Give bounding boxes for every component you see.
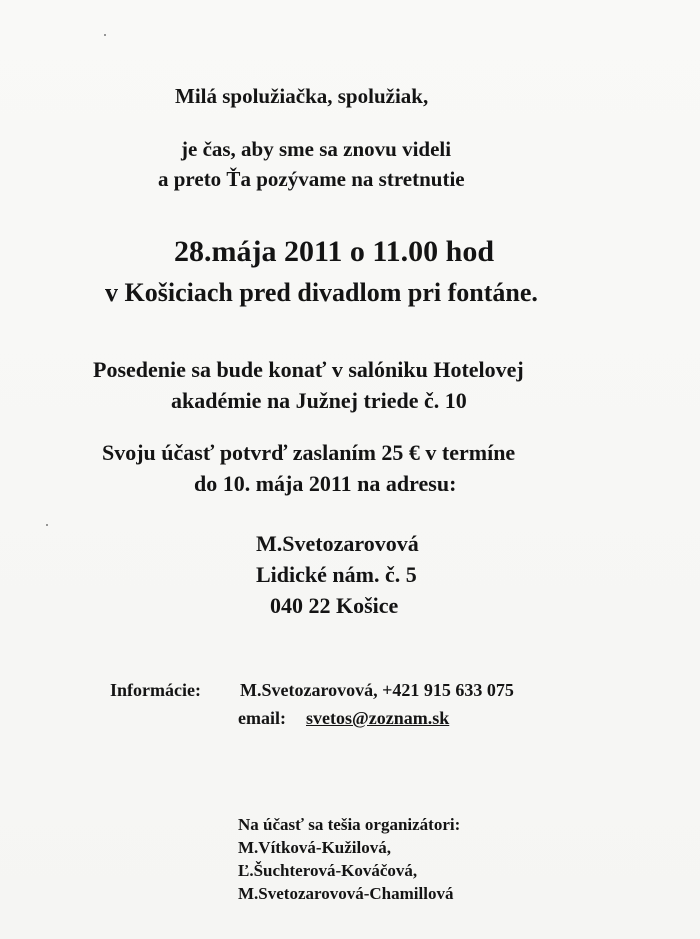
rsvp-line-1: Svoju účasť potvrď zaslaním 25 € v termíne: [102, 440, 516, 465]
address-name: M.Svetozarovová: [256, 531, 419, 556]
intro-line-2: a preto Ťa pozývame na stretnutie: [158, 167, 465, 191]
address-street: Lidické nám. č. 5: [256, 562, 417, 587]
organizers-heading: Na účasť sa tešia organizátori:: [238, 815, 461, 834]
intro-line-1: je čas, aby sme sa znovu videli: [181, 137, 452, 161]
email-label: email:: [238, 708, 286, 728]
rsvp-line-2: do 10. mája 2011 na adresu:: [194, 471, 457, 496]
event-place: v Košiciach pred divadlom pri fontáne.: [105, 278, 538, 307]
organizer-name: M.Vítková-Kužilová,: [238, 838, 391, 857]
email-link[interactable]: svetos@zoznam.sk: [306, 708, 450, 728]
address-city: 040 22 Košice: [270, 593, 399, 618]
info-label: Informácie:: [110, 680, 201, 700]
scan-speck: [46, 524, 48, 526]
organizer-name: Ľ.Šuchterová-Kováčová,: [238, 861, 418, 880]
venue-line-2: akadémie na Južnej triede č. 10: [171, 388, 467, 413]
event-datetime: 28.mája 2011 o 11.00 hod: [174, 235, 495, 268]
info-contact: M.Svetozarovová, +421 915 633 075: [240, 680, 514, 700]
organizer-name: M.Svetozarovová-Chamillová: [238, 884, 454, 903]
greeting: Milá spolužiačka, spolužiak,: [175, 84, 429, 108]
scan-speck: [104, 34, 106, 36]
venue-line-1: Posedenie sa bude konať v salóniku Hotelovej: [93, 357, 524, 382]
